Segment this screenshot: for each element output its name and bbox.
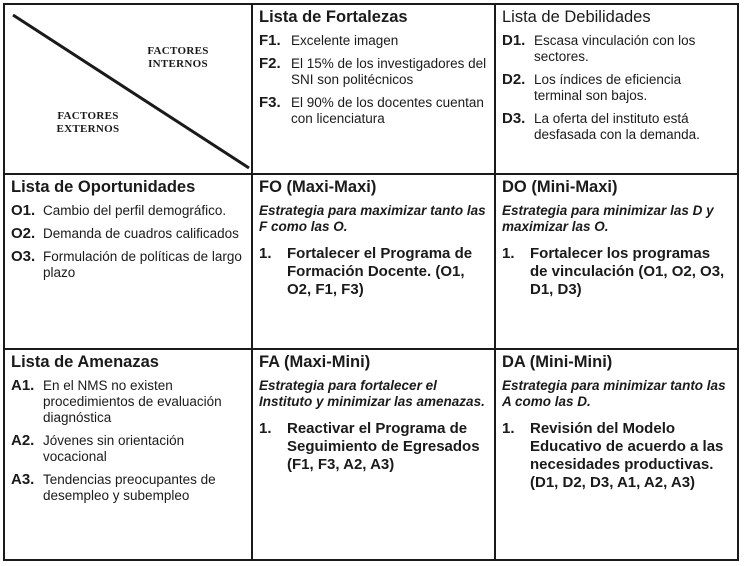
foda-matrix	[3, 3, 739, 561]
factores-externos-label: FACTORES EXTERNOS	[56, 110, 120, 135]
list-item: D1. Escasa vinculación con los sectores.	[502, 32, 696, 64]
fo-strategy: Estrategia para maximizar tanto las F como las O.	[259, 203, 486, 234]
factores-internos-label: FACTORES INTERNOS	[147, 45, 209, 70]
fo-action: 1. Fortalecer el Programa de Formación Docente. (O1, O2, F1, F3)	[259, 245, 473, 298]
list-item: A1. En el NMS no existen procedimientos de evaluación diagnóstica	[11, 377, 222, 425]
da-cell	[496, 350, 737, 559]
diagonal-line	[5, 5, 251, 173]
fortalezas-cell	[253, 5, 494, 173]
do-title: DO (Mini-Maxi)	[502, 178, 618, 196]
da-title: DA (Mini-Mini)	[502, 353, 613, 371]
fo-title: FO (Maxi-Maxi)	[259, 178, 377, 196]
oportunidades-cell	[5, 175, 251, 348]
do-action: 1. Fortalecer los programas de vinculación (O1, O2, O3, D1, D3)	[502, 245, 725, 298]
list-item: D2. Los índices de eficiencia terminal son bajos.	[502, 71, 682, 103]
amenazas-cell	[5, 350, 251, 559]
corner-cell	[5, 5, 251, 173]
list-item: A2. Jóvenes sin orientación vocacional	[11, 432, 185, 464]
da-action: 1. Revisión del Modelo Educativo de acuerdo a las necesidades productivas. (D1, D2, D3, A1, A2, A3)	[502, 420, 724, 491]
fa-action: 1. Reactivar el Programa de Seguimiento de Egresados (F1, F3, A2, A3)	[259, 420, 480, 473]
amenazas-title: Lista de Amenazas	[11, 353, 159, 371]
fa-title: FA (Maxi-Mini)	[259, 353, 371, 371]
da-strategy: Estrategia para minimizar tanto las A como las D.	[502, 378, 726, 409]
fortalezas-title: Lista de Fortalezas	[259, 8, 408, 26]
fo-cell	[253, 175, 494, 348]
fa-cell	[253, 350, 494, 559]
debilidades-cell	[496, 5, 737, 173]
debilidades-title: Lista de Debilidades	[502, 8, 651, 26]
list-item: F3. El 90% de los docentes cuentan con licenciatura	[259, 94, 484, 126]
do-strategy: Estrategia para minimizar las D y maximizar las O.	[502, 203, 714, 234]
list-item: O3. Formulación de políticas de largo plazo	[11, 248, 242, 280]
fa-strategy: Estrategia para fortalecer el Instituto y minimizar las amenazas.	[259, 378, 485, 409]
list-item: A3. Tendencias preocupantes de desempleo y subempleo	[11, 471, 216, 503]
list-item: O2. Demanda de cuadros calificados	[11, 225, 239, 242]
oportunidades-title: Lista de Oportunidades	[11, 178, 196, 196]
list-item: O1. Cambio del perfil demográfico.	[11, 202, 227, 219]
list-item: D3. La oferta del instituto está desfasada con la demanda.	[502, 110, 700, 142]
do-cell	[496, 175, 737, 348]
list-item: F1. Excelente imagen	[259, 32, 399, 49]
list-item: F2. El 15% de los investigadores del SNI son politécnicos	[259, 55, 487, 87]
